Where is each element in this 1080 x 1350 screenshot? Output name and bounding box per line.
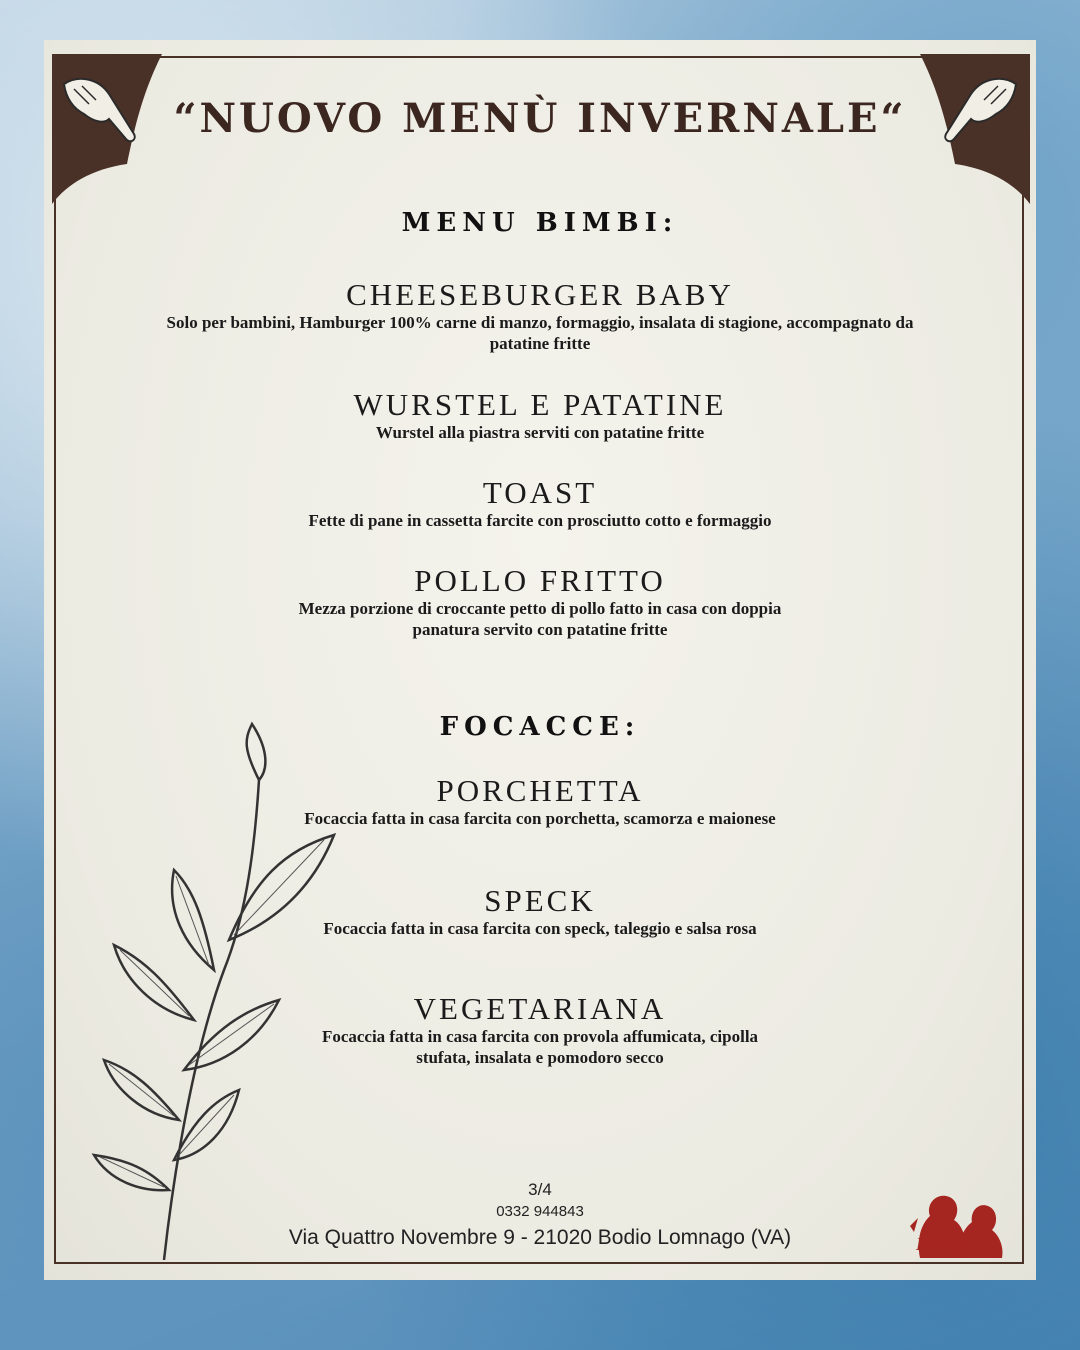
menu-item	[44, 278, 1036, 354]
item-description: Wurstel alla piastra serviti con patatine fritte	[375, 423, 705, 442]
item-name: SPECK	[484, 883, 596, 918]
item-name: WURSTEL E PATATINE	[353, 387, 727, 422]
leaf-branch-illustration	[54, 720, 354, 1260]
item-description: Focaccia fatta in casa farcita con provola affumicata, cipolla stufata, insalata e pomodoro secco	[321, 1027, 759, 1067]
section-title-menu-bimbi: MENU BIMBI:	[401, 208, 679, 238]
logo-silhouette-icon	[902, 1188, 1012, 1268]
menu-item	[44, 476, 1036, 531]
menu-item	[44, 564, 1036, 640]
item-description: Focaccia fatta in casa farcita con porchetta, scamorza e maionese	[304, 809, 776, 828]
item-name: POLLO FRITTO	[414, 563, 666, 598]
item-name: CHEESEBURGER BABY	[346, 277, 734, 312]
address: Via Quattro Novembre 9 - 21020 Bodio Lomnago (VA)	[288, 1226, 792, 1249]
item-description: Fette di pane in cassetta farcite con prosciutto cotto e formaggio	[308, 511, 772, 530]
menu-title: “NUOVO MENÙ INVERNALE“	[173, 95, 907, 142]
logo-text: Le Pine	[916, 1234, 972, 1254]
menu-item	[44, 388, 1036, 443]
le-pine-logo	[902, 1188, 1012, 1268]
item-name: PORCHETTA	[436, 773, 644, 808]
item-name: TOAST	[482, 475, 598, 510]
page-number: 3/4	[528, 1180, 552, 1199]
item-description: Solo per bambini, Hamburger 100% carne di manzo, formaggio, insalata di stagione, accompagnato da patatine fritte	[166, 313, 914, 353]
phone-number: 0332 944843	[496, 1203, 584, 1220]
section-title-focacce: FOCACCE:	[439, 712, 641, 742]
item-description: Focaccia fatta in casa farcita con speck, taleggio e salsa rosa	[323, 919, 757, 938]
item-description: Mezza porzione di croccante petto di pollo fatto in casa con doppia panatura servito con patatine fritte	[298, 599, 782, 639]
menu-page	[44, 40, 1036, 1280]
item-name: VEGETARIANA	[413, 991, 667, 1026]
